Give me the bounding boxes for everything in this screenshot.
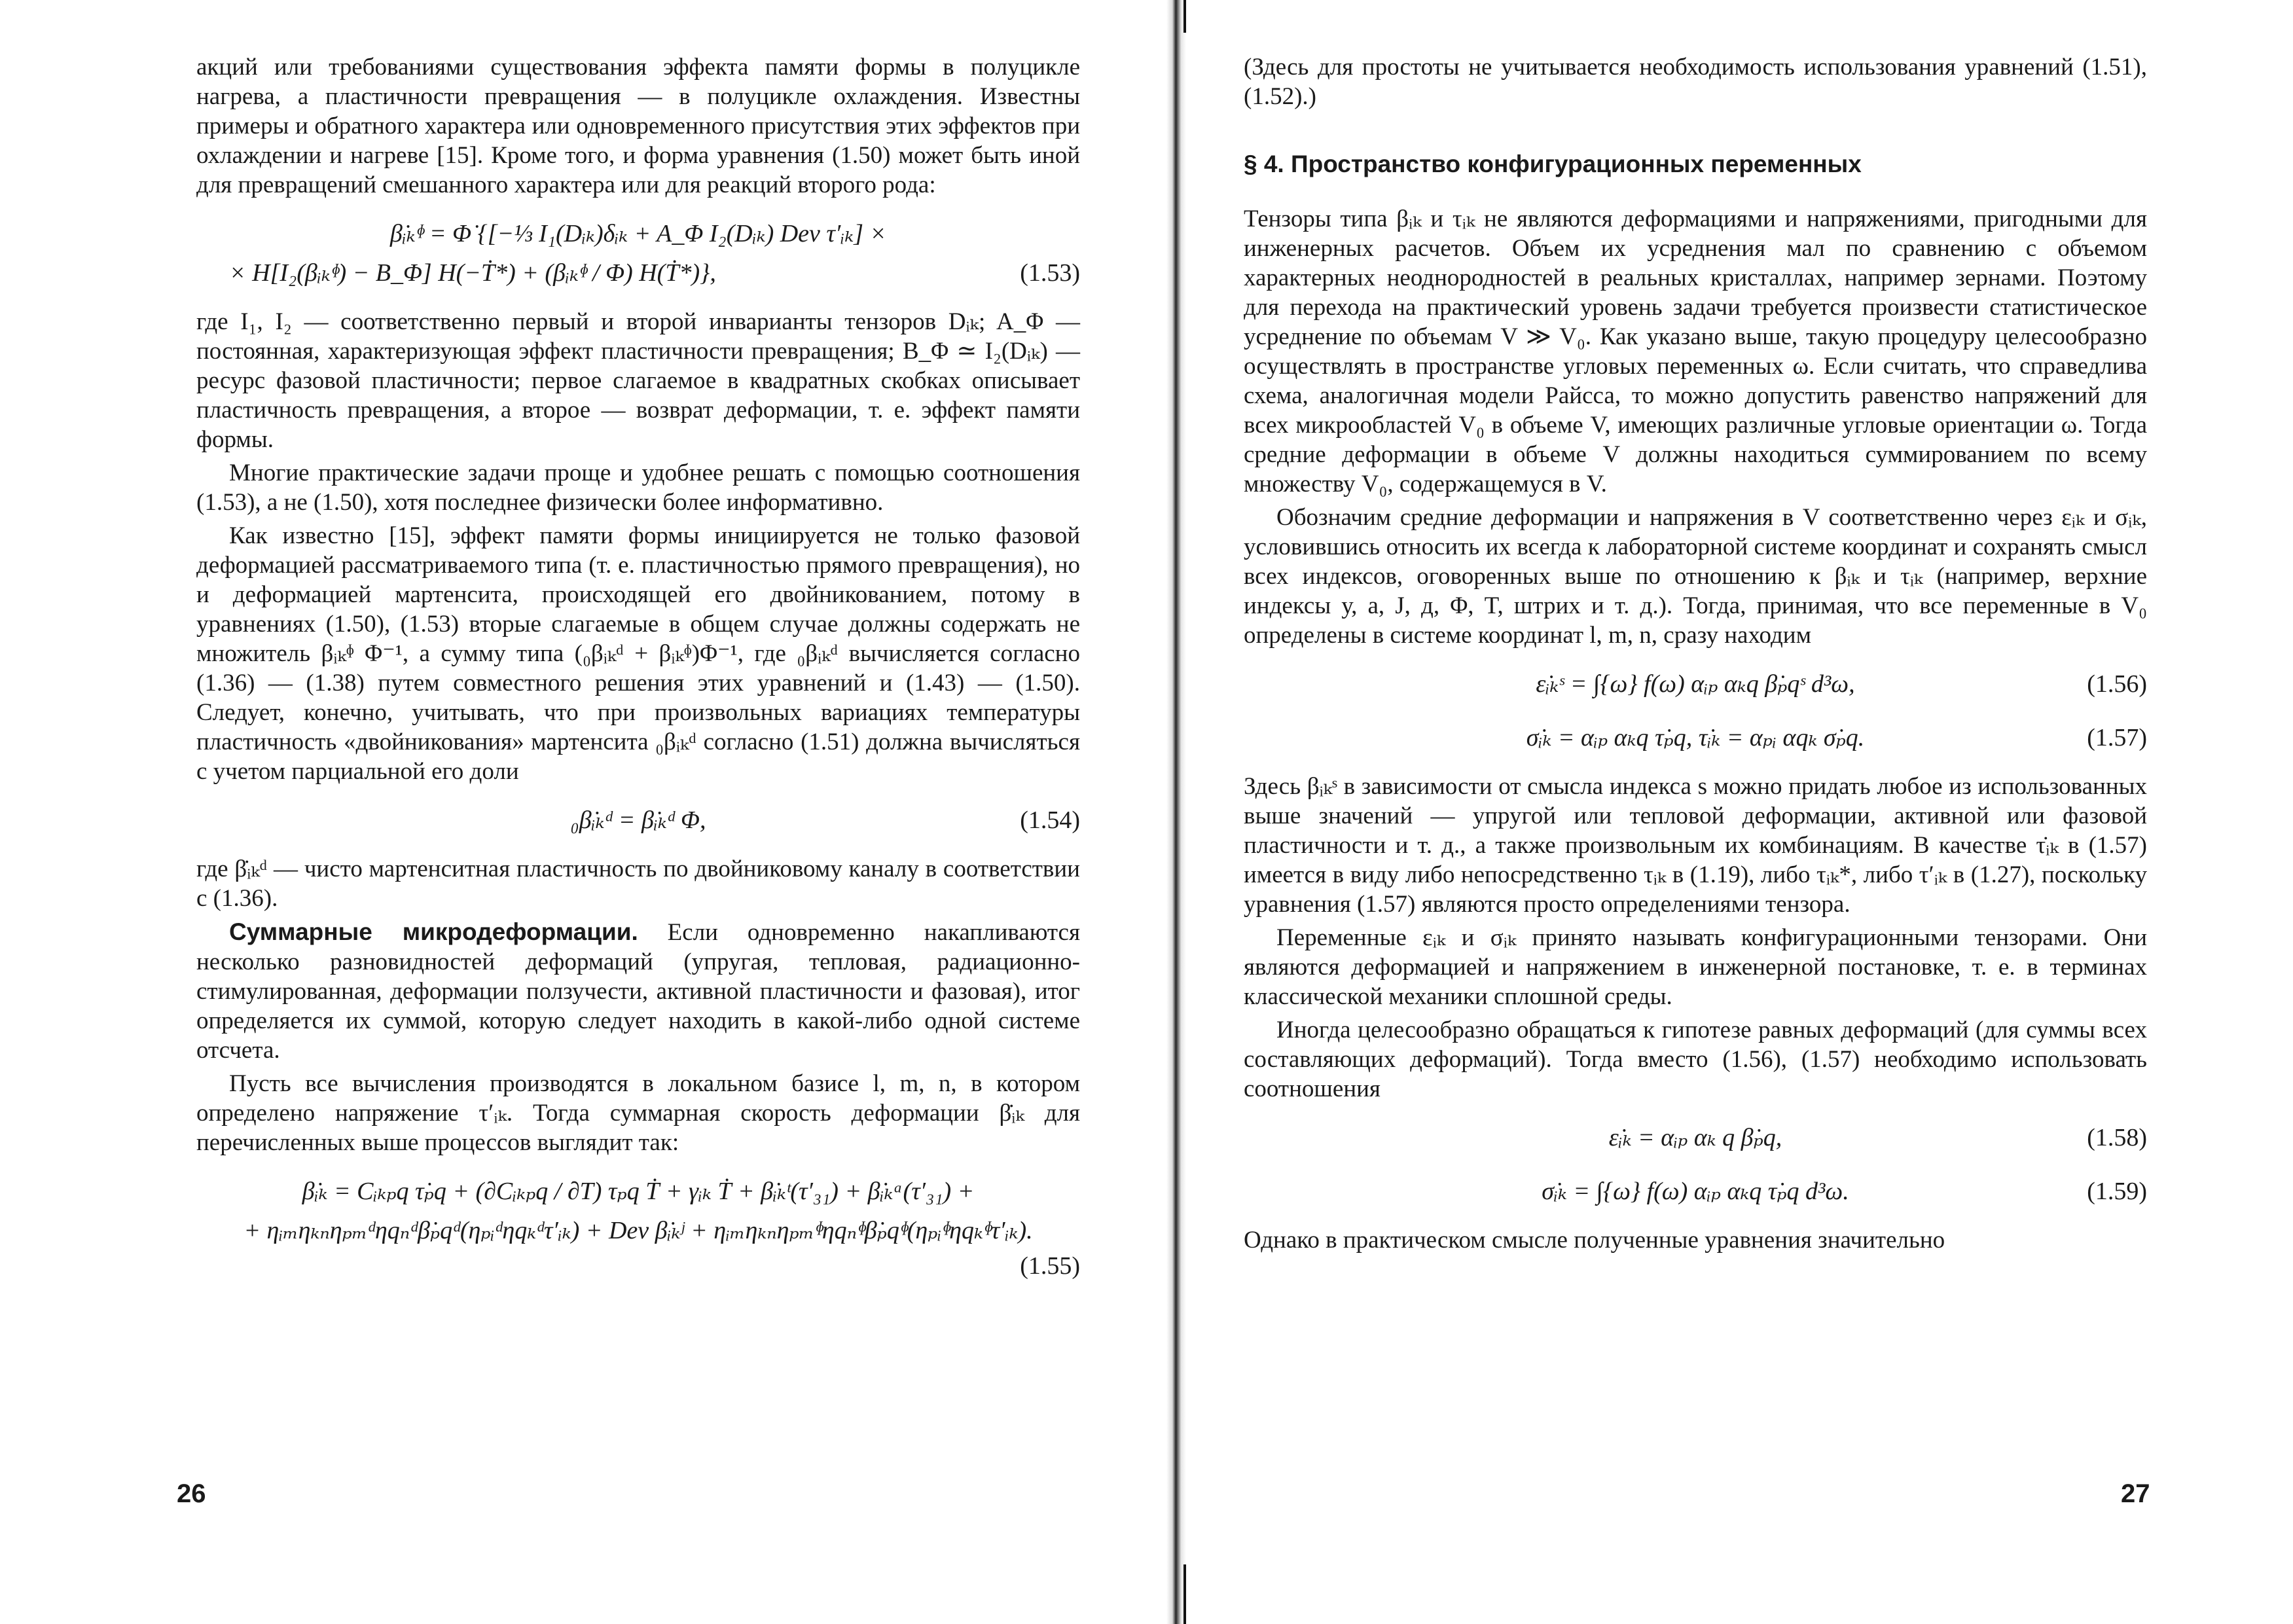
paragraph: Тензоры типа βᵢₖ и τᵢₖ не являются деформациями и напряжениями, пригодными для инженерных расчетов. Объем их усреднения мал по сравнению с объемом характерных неоднородностей в реальных кристаллах, например зернами. Поэтому для перехода на практический уровень задачи требуется произвести статистическое усреднение по объемам V ≫ V₀. Как указано выше, такую процедуру целесообразно осуществлять в пространстве угловых переменных ω. Если считать, что справедлива схема, аналогичная модели Райсса, то можно допустить равенство напряжений для всех микрообластей V₀ в объеме V, имеющих различные угловые ориентации ω. Тогда средние деформации в объеме V должны находиться суммированием по всему множеству V₀, содержащемуся в V. xyxy=(1244,206,2147,497)
equation-line: β̇ᵢₖᶲ = Φ̇ {[−⅓ I₁(Dᵢₖ)δᵢₖ + A_Φ I₂(Dᵢₖ) Dev τ′ᵢₖ] × xyxy=(389,220,887,247)
equation-line: β̇ᵢₖ = Cᵢₖₚq τ̇ₚq + (∂Cᵢₖₚq / ∂T) τₚq Ṫ + γᵢₖ Ṫ + β̇ᵢₖᵗ(τ′₃₁) + β̇ᵢₖᵃ(τ′₃₁) + xyxy=(302,1178,975,1205)
gutter-mark-bottom xyxy=(1183,1564,1186,1624)
equation-1-55 xyxy=(196,1172,1080,1250)
equation-expression: ε̇ᵢₖ = αᵢₚ αₖ q β̇ₚq, xyxy=(1608,1124,1782,1151)
paragraph: где β̇ᵢₖᵈ — чисто мартенситная пластичность по двойниковому каналу в соответствии с (1.36). xyxy=(196,856,1080,912)
paragraph: Однако в практическом смысле полученные уравнения значительно xyxy=(1244,1227,1945,1254)
paragraph: Как известно [15], эффект памяти формы инициируется не только фазовой деформацией рассматриваемого типа (т. е. пластичностью прямого превращения), но и деформацией мартенсита, происходящей его двойникованием, потому в уравнениях (1.50), (1.53) вторые слагаемые в общем случае должны содержать не множитель βᵢₖᶲ Φ⁻¹, а сумму типа (₀βᵢₖᵈ + βᵢₖᶲ)Φ⁻¹, где ₀βᵢₖᵈ вычисляется согласно (1.36) — (1.38) путем совместного решения этих уравнений и (1.43) — (1.50). Следует, конечно, учитывать, что при произвольных вариациях температуры пластичность «двойникования» мартенсита ₀βᵢₖᵈ согласно (1.51) должна вычисляться с учетом парциальной его доли xyxy=(196,522,1080,785)
paragraph: Пусть все вычисления производятся в локальном базисе l, m, n, в котором определено напряжение τ′ᵢₖ. Тогда суммарная скорость деформации β̇ᵢₖ для перечисленных выше процессов выглядит так: xyxy=(196,1070,1080,1156)
equation-number: (1.57) xyxy=(2087,724,2147,751)
equation-number: (1.53) xyxy=(1020,259,1080,287)
left-page xyxy=(196,52,1080,1280)
paragraph: Переменные εᵢₖ и σᵢₖ принято называть конфигурационными тензорами. Они являются деформацией и напряжением в инженерной постановке, т. е. в терминах классической механики сплошной среды. xyxy=(1244,924,2147,1010)
equation-line: + ηᵢₘηₖₙηₚₘᵈηqₙᵈβ̇ₚqᵈ(ηₚᵢᵈηqₖᵈτ′ᵢₖ) + Dev β̇ᵢₖʲ + ηᵢₘηₖₙηₚₘᶲηqₙᶲβ̇ₚqᶲ(ηₚᵢᶲηqₖᶲτ′ᵢₖ). xyxy=(244,1217,1033,1244)
equation-1-59 xyxy=(1244,1172,2147,1211)
equation-expression: σ̇ᵢₖ = αᵢₚ αₖq τ̇ₚq, τ̇ᵢₖ = αₚᵢ αqₖ σ̇ₚq. xyxy=(1526,724,1865,751)
paragraph-text: Если одновременно накапливаются несколько разновидностей деформаций (упругая, тепловая, радиационно-стимулированная, деформации ползучести, активной пластичности и фазовая), итог определяется их суммой, которую следует находить в какой-либо одной системе отсчета. xyxy=(196,919,1080,1064)
equation-1-54 xyxy=(196,801,1080,840)
paragraph: (Здесь для простоты не учитывается необходимость использования уравнений (1.51), (1.52).) xyxy=(1244,54,2147,110)
equation-number: (1.55) xyxy=(1020,1252,1080,1280)
paragraph xyxy=(196,917,1080,1065)
equation-expression: ₀β̇ᵢₖᵈ = β̇ᵢₖᵈ Φ, xyxy=(570,806,706,834)
runin-heading: Суммарные микродеформации. xyxy=(229,918,638,945)
paragraph: акций или требованиями существования эффекта памяти формы в полуцикле нагрева, а пластичности превращения — в полуцикле охлаждения. Известны примеры и обратного характера или одновременного присутствия этих эффектов при охлаждении и нагреве [15]. Кроме того, и форма уравнения (1.50) может быть иной для превращений смешанного характера или для реакций второго рода: xyxy=(196,54,1080,198)
page-number: 27 xyxy=(2121,1479,2150,1508)
paragraph: Иногда целесообразно обращаться к гипотезе равных деформаций (для суммы всех составляющих деформаций). Тогда вместо (1.56), (1.57) необходимо использовать соотношения xyxy=(1244,1017,2147,1102)
equation-number: (1.54) xyxy=(1020,806,1080,834)
paragraph: Многие практические задачи проще и удобнее решать с помощью соотношения (1.53), а не (1.50), хотя последнее физически более информативно. xyxy=(196,460,1080,516)
equation-number: (1.59) xyxy=(2087,1178,2147,1205)
equation-1-53 xyxy=(196,214,1080,293)
paragraph: Здесь βᵢₖˢ в зависимости от смысла индекса s можно придать любое из использованных выше значений — упругой или тепловой деформации, активной или фазовой пластичности и т. д., а также произвольным их комбинациям. В качестве τ̇ᵢₖ в (1.57) имеется в виду либо непосредственно τᵢₖ в (1.19), либо τᵢₖ*, либо τ′ᵢₖ в (1.27), поскольку уравнения (1.57) являются просто определениями тензора. xyxy=(1244,773,2147,918)
gutter-mark-top xyxy=(1183,0,1186,33)
section-heading: § 4. Пространство конфигурационных переменных xyxy=(1244,151,1862,177)
equation-line: × H[I₂(βᵢₖᶲ) − B_Φ] H(−Ṫ*) + (βᵢₖᶲ / Φ) H(Ṫ*)}, xyxy=(229,259,716,287)
book-gutter xyxy=(1166,0,1186,1624)
equation-expression: σ̇ᵢₖ = ∫{ω} f(ω) αᵢₚ αₖq τ̇ₚq d³ω. xyxy=(1542,1178,1849,1205)
equation-1-58 xyxy=(1244,1118,2147,1157)
page-number: 26 xyxy=(177,1479,206,1508)
equation-number: (1.56) xyxy=(2087,670,2147,698)
equation-number: (1.58) xyxy=(2087,1124,2147,1151)
paragraph: где I₁, I₂ — соответственно первый и второй инварианты тензоров Dᵢₖ; A_Φ — постоянная, характеризующая эффект пластичности превращения; B_Φ ≃ I₂(Dᵢₖ) — ресурс фазовой пластичности; первое слагаемое в квадратных скобках описывает пластичность превращения, а второе — возврат деформации, т. е. эффект памяти формы. xyxy=(196,308,1080,453)
equation-expression: ε̇ᵢₖˢ = ∫{ω} f(ω) αᵢₚ αₖq β̇ₚqˢ d³ω, xyxy=(1536,670,1855,698)
equation-1-56 xyxy=(1244,664,2147,704)
paragraph: Обозначим средние деформации и напряжения в V соответственно через εᵢₖ и σᵢₖ, условившись относить их всегда к лабораторной системе координат и сохранять смысл всех индексов, оговоренных выше по отношению к βᵢₖ и τᵢₖ (например, верхние индексы у, а, J, д, Φ, T, штрих и т. д.). Тогда, принимая, что все переменные в V₀ определены в системе координат l, m, n, сразу находим xyxy=(1244,504,2147,649)
equation-1-57 xyxy=(1244,718,2147,757)
right-page xyxy=(1244,52,2147,1259)
